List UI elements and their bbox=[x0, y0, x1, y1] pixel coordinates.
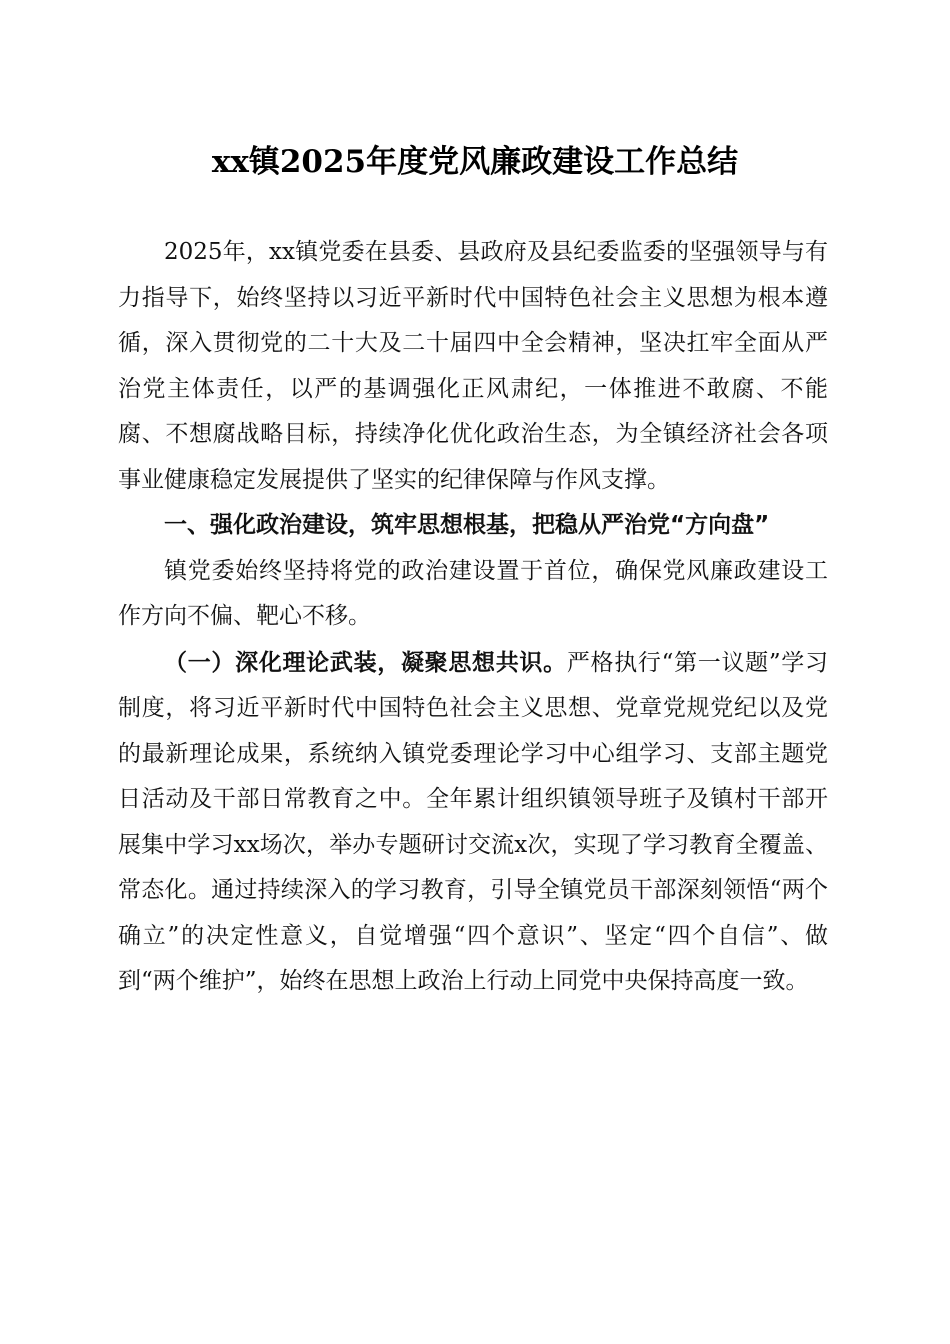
section-1-item-1-text: 严格执行“第一议题”学习制度，将习近平新时代中国特色社会主义思想、党章党规党纪以及党的最新理论成果，系统纳入镇党委理论学习中心组学习、支部主题党日活动及干部日常教育之中。全年累计组织镇领导班子及镇村干部开展集中学习xx场次，举办专题研讨交流x次，实现了学习教育全覆盖、常态化。通过持续深入的学习教育，引导全镇党员干部深刻领悟“两个确立”的决定性意义，自觉增强“四个意识”、坚定“四个自信”、做到“两个维护”，始终在思想上政治上行动上同党中央保持高度一致。 bbox=[118, 649, 828, 994]
document-body bbox=[118, 230, 828, 1005]
section-1-heading: 一、强化政治建设，筑牢思想根基，把稳从严治党“方向盘” bbox=[164, 512, 770, 538]
section-1-summary: 镇党委始终坚持将党的政治建设置于首位，确保党风廉政建设工作方向不偏、靶心不移。 bbox=[118, 557, 828, 629]
document-title: xx镇2025年度党风廉政建设工作总结 bbox=[211, 144, 739, 180]
section-1-item-1-lead: （一）深化理论武装，凝聚思想共识。 bbox=[164, 648, 567, 676]
intro-paragraph: 2025年，xx镇党委在县委、县政府及县纪委监委的坚强领导与有力指导下，始终坚持以习近平新时代中国特色社会主义思想为根本遵循，深入贯彻党的二十大及二十届四中全会精神，坚决扛牢全面从严治党主体责任，以严的基调强化正风肃纪，一体推进不敢腐、不能腐、不想腐战略目标，持续净化优化政治生态，为全镇经济社会各项事业健康稳定发展提供了坚实的纪律保障与作风支撑。 bbox=[118, 239, 828, 493]
section-1-item-1-paragraph bbox=[118, 640, 828, 1005]
